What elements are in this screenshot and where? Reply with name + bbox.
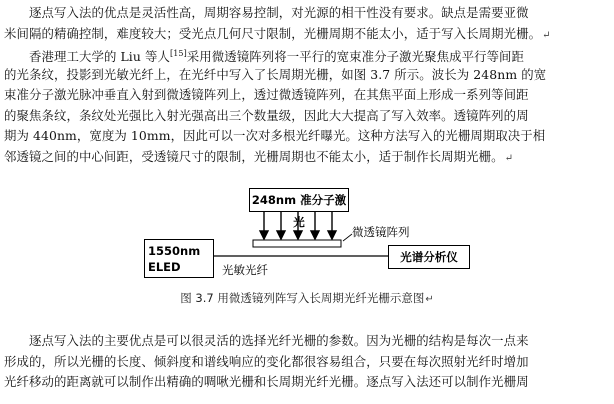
text-line-content: 的聚焦条纹，条纹处光强比入射光强高出三个数量级，因此大大提高了写入效率。透镜阵列的周 <box>4 107 529 123</box>
figure-caption-text: 图 3.7 用微透镜列阵写入长周期光纤光栅示意图 <box>180 291 425 305</box>
spectrum-analyzer-box <box>388 245 470 269</box>
laser-label: 248nm 准分子激光 <box>251 193 347 229</box>
microlens-array-bar <box>253 240 341 247</box>
text-line-content: 束准分子激光脉冲垂直入射到微透镜阵列上，透过微透镜阵列，在其焦平面上形成一系列等间距 <box>4 87 529 102</box>
paragraph-mark: ↵ <box>504 152 514 164</box>
lens-label-leader <box>343 234 352 241</box>
text-line <box>4 352 602 373</box>
fiber-label: 光敏光纤 <box>222 263 268 277</box>
beam-arrow-head <box>260 231 268 239</box>
paragraph-mark: ↵ <box>425 294 434 305</box>
paragraph-mark: ↵ <box>542 29 551 41</box>
laser-source-box <box>249 188 349 229</box>
lens-array-label: 微透镜阵列 <box>352 225 410 239</box>
text-line <box>4 372 602 393</box>
text-line-suffix: 采用微透镜阵列将一平行的宽束准分子激光聚焦成平行等间距 <box>186 49 525 64</box>
analyzer-label: 光谱分析仪 <box>400 250 458 264</box>
text-line-content: 形成的，所以光栅的长度、倾斜度和谱线响应的变化都很容易组合，只要在每次照射光纤时增加 <box>4 353 529 369</box>
source-wavelength-label: 1550nm <box>148 244 201 258</box>
beam-arrow-head <box>311 231 319 239</box>
beam-arrow-head <box>328 231 336 239</box>
text-line-content: 的光条纹，投影到光敏光纤上，在光纤中写入了长周期光栅，如图 3.7 所示。波长为 248nm 的宽 <box>4 66 547 82</box>
text-line-content: 米间隔的精确控制，难度较大；受光点几何尺寸限制，光栅周期不能太小，适于写入长周期光栅。 <box>4 25 542 41</box>
paragraph-point-writing-advantages <box>4 331 602 393</box>
text-line-content: 期为 440nm，宽度为 10mm，因此可以一次对多根光纤曝光。这种方法写入的光栅周期取决于相 <box>4 128 546 143</box>
source-type-label: ELED <box>148 260 181 274</box>
text-line-content: 光纤移动的距离就可以制作出精确的啁啾光栅和长周期光纤光栅。逐点写入法还可以制作光栅周 <box>4 374 529 389</box>
text-line-prefix: 香港理工大学的 Liu 等人 <box>29 49 170 64</box>
text-line-content: 逐点写入法的主要优点是可以很灵活的选择光纤光栅的参数。因为光栅的结构是每次一点来 <box>29 333 529 348</box>
figure-caption <box>0 290 614 306</box>
beam-arrow-head <box>277 231 285 239</box>
eled-source-box <box>144 239 214 278</box>
text-line <box>4 331 602 352</box>
text-line-content: 逐点写入法的优点是灵活性高，周期容易控制，对光源的相干性没有要求。缺点是需要亚微 <box>29 5 529 20</box>
text-line-content: 邻透镜之间的中心间距，受透镜尺寸的限制，光栅周期也不能太小，适于制作长周期光栅。 <box>4 148 504 164</box>
citation-reference[interactable]: [15] <box>169 49 187 58</box>
